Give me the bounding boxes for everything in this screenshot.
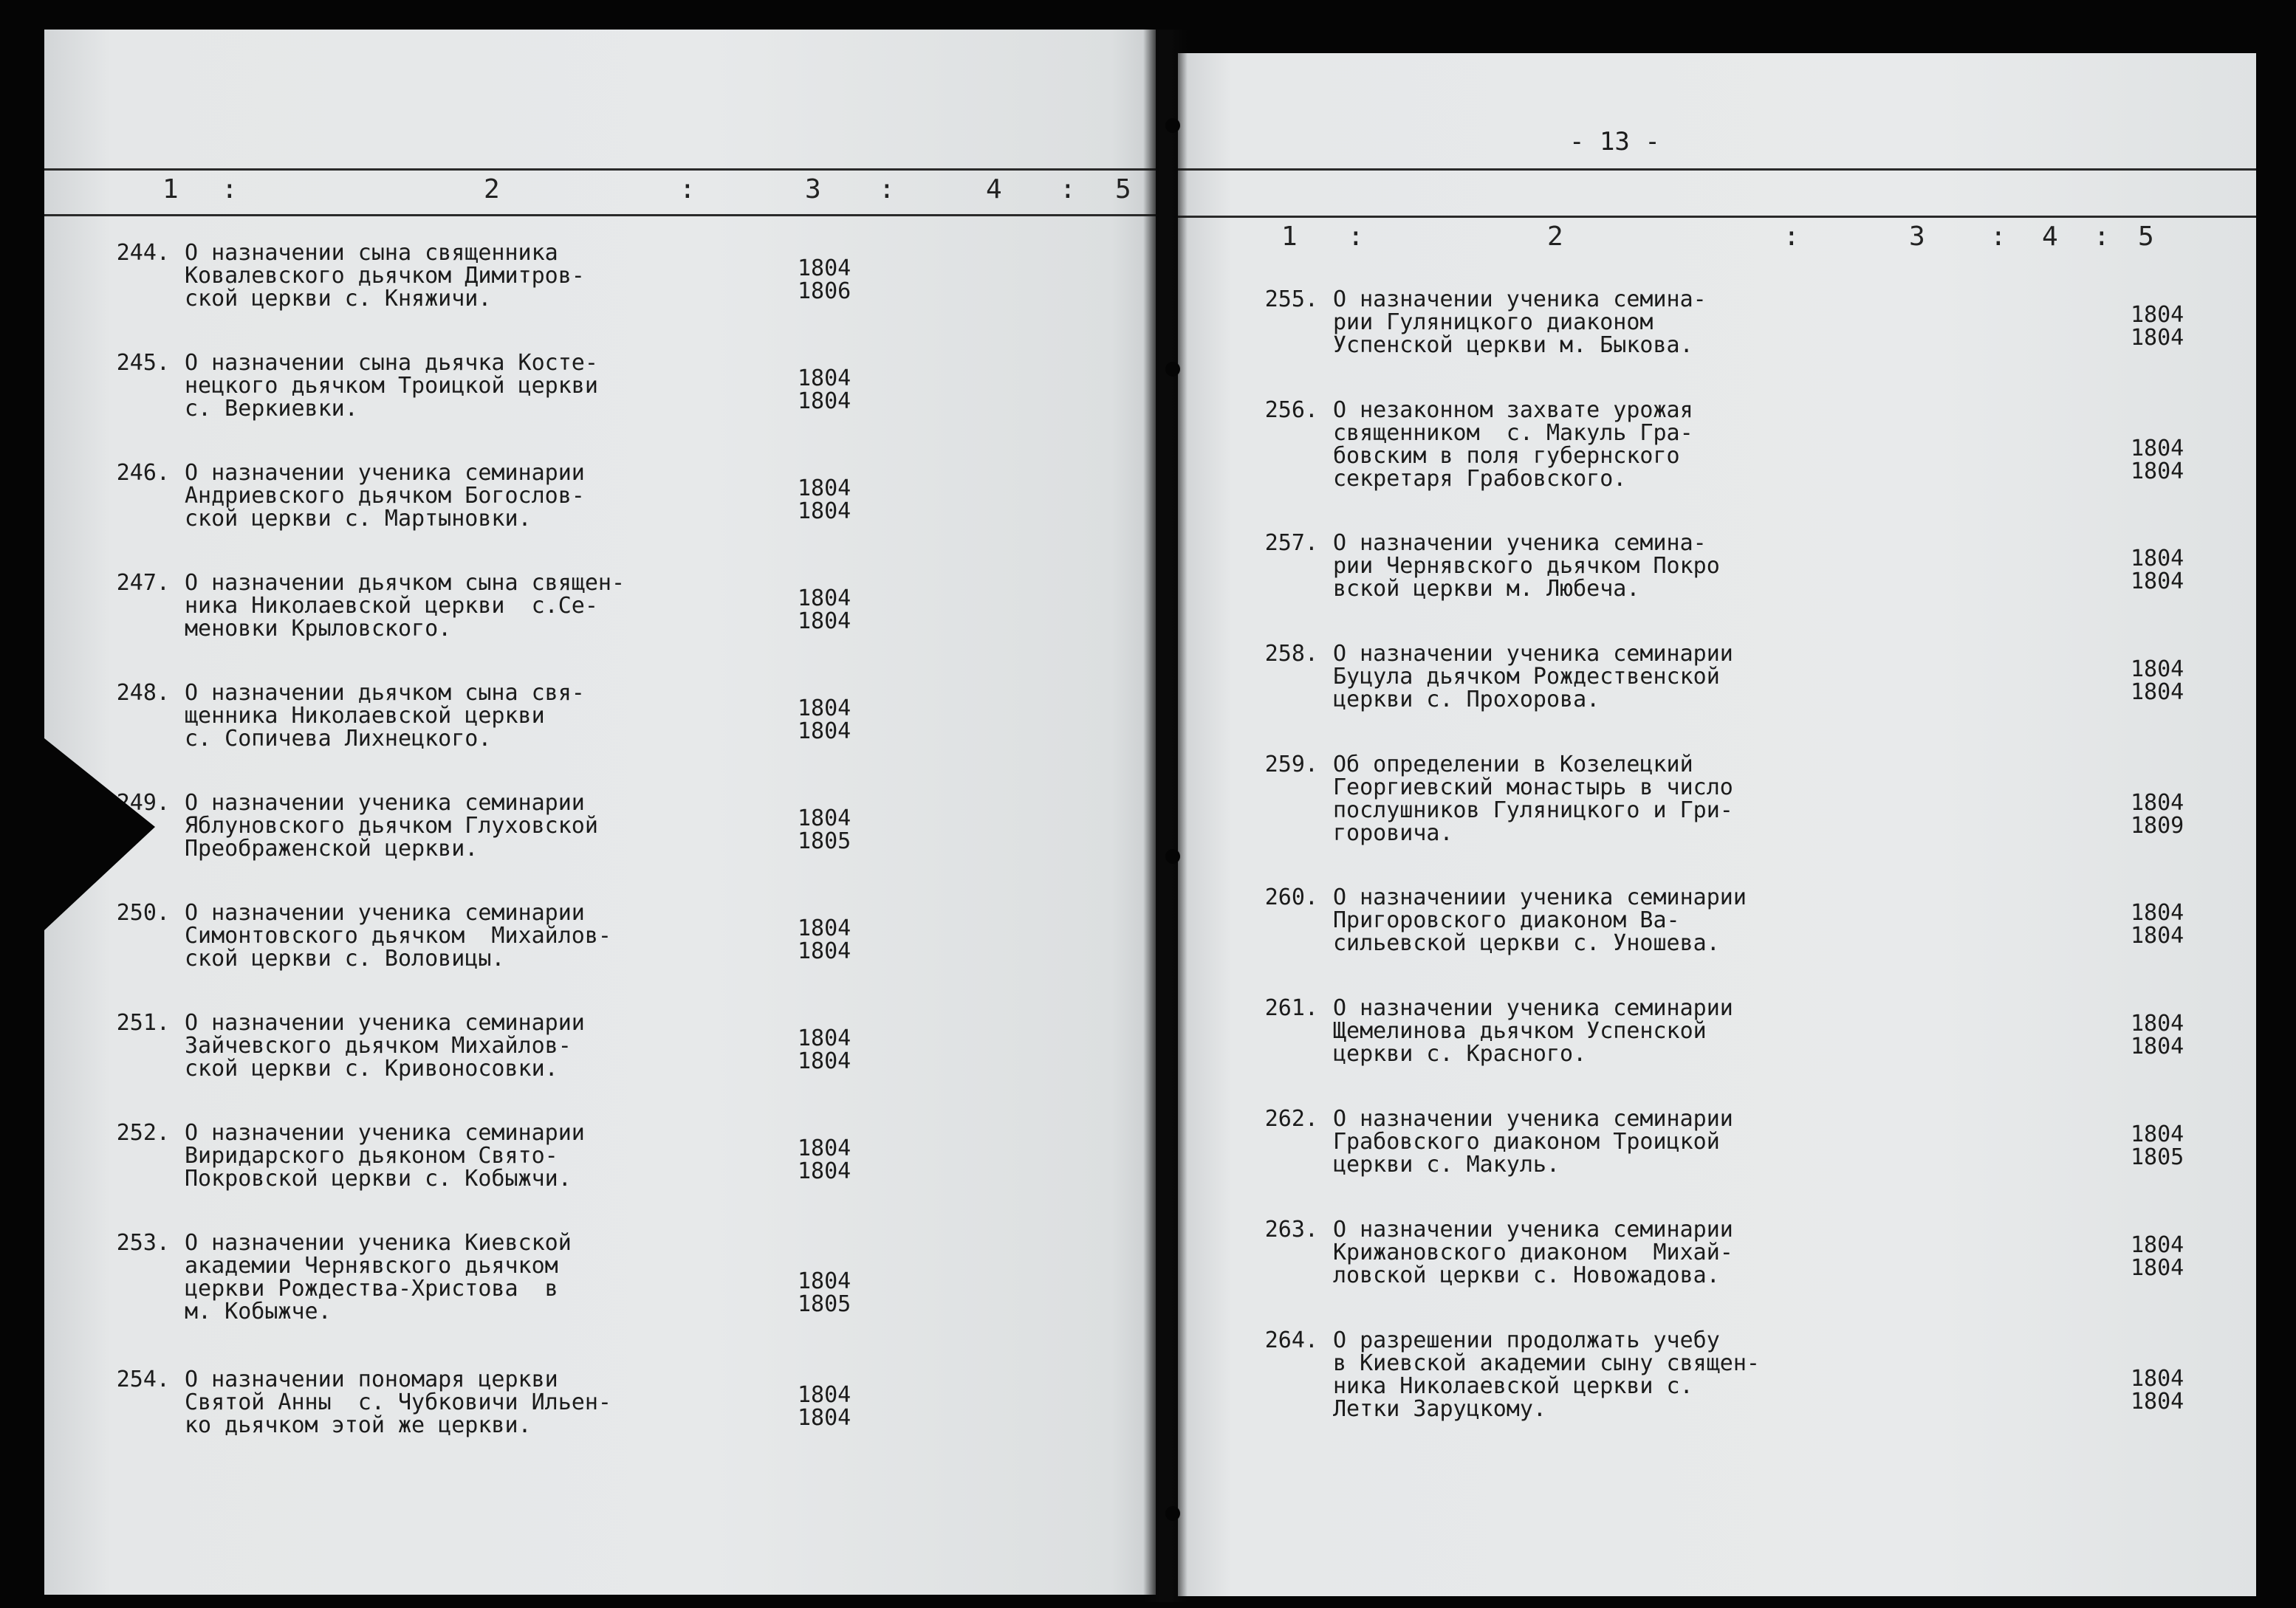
entry-year: 1804 [798,1048,851,1074]
page-number: - 13 - [1569,127,1660,157]
entry-year: 1804 [798,608,851,634]
column-header-cell: 3 [1909,221,1925,252]
entry-text-line: О назначении пономаря церкви [185,1367,558,1392]
entry-number: 264. [1264,1327,1318,1353]
entry-year: 1804 [798,585,851,611]
entry-text-line: О назначении ученика Киевской [185,1230,572,1256]
punch-hole [1165,849,1180,864]
column-header-cell: 2 [1547,221,1563,252]
entry-number: 255. [1264,286,1318,312]
entry-text-line: горовича. [1333,820,1453,846]
entry-year: 1804 [2131,325,2184,351]
entry-text-line: Пригоровского диаконом Ва- [1333,907,1680,933]
entry-years [2131,547,2184,593]
column-header-cell: : [2094,221,2110,252]
entry-year: 1804 [798,498,851,524]
entry-year: 1804 [798,1405,851,1431]
entry-text-line: Крижановского диаконом Михай- [1333,1240,1733,1265]
punch-hole [1165,1506,1180,1521]
entry-year: 1804 [798,1382,851,1408]
entry-text [185,571,625,640]
column-header-cell: : [1348,221,1364,252]
entry-year: 1804 [2131,900,2184,926]
entry-text-line: Георгиевский монастырь в число [1333,774,1733,800]
entry-years [2131,1367,2184,1413]
right-page [1178,53,2256,1596]
entry-text-line: О назначении дьячком сына священ- [185,570,626,596]
entry-years [798,367,851,413]
entry-years [2131,1234,2184,1279]
entry-year: 1804 [2131,1232,2184,1258]
entry-years [2131,1123,2184,1169]
entry-text-line: О назначении ученика семинарии [1333,641,1733,667]
entry-number: 258. [1264,641,1318,667]
header-top-rule [1178,168,2256,171]
column-header-cell: : [879,174,895,205]
entry-number: 254. [116,1367,170,1392]
entry-number: 262. [1264,1106,1318,1132]
entry-text-line: О назначении ученика семинарии [185,1120,585,1146]
entry-text-line: с. Веркиевки. [185,396,358,422]
entry-year: 1804 [2131,302,2184,328]
entry-text [185,1368,611,1437]
entry-year: 1804 [798,1025,851,1051]
entry-year: 1804 [2131,790,2184,816]
entry-text-line: Летки Заруцкому. [1333,1396,1546,1422]
column-header-cell: 1 [162,174,179,205]
torn-corner [44,738,155,930]
entry-text-line: Зайчевского дьячком Михайлов- [185,1033,572,1059]
entry-text-line: Преображенской церкви. [185,836,479,862]
entry-text-line: щенника Николаевской церкви [185,703,545,729]
entry-text-line: церкви с. Красного. [1333,1041,1587,1067]
entry-number: 244. [116,240,170,266]
entry-text-line: секретаря Грабовского. [1333,466,1627,492]
entry-text [1333,1329,1760,1420]
entry-year: 1804 [2131,1034,2184,1059]
entry-number: 261. [1264,995,1318,1021]
header-top-rule [44,168,1156,171]
entry-year: 1804 [798,1268,851,1294]
entry-text-line: О назначении ученика семинарии [185,790,585,816]
entry-year: 1806 [798,278,851,304]
entry-number: 250. [116,900,170,926]
entry-years [798,1270,851,1316]
entry-text-line: О назначении ученика семинарии [185,1010,585,1036]
entry-text-line: О назначении ученика семинарии [1333,1217,1733,1243]
entry-text-line: О назначении сына дьячка Косте- [185,350,598,376]
entry-text-line: в Киевской академии сыну священ- [1333,1350,1760,1376]
entry-text-line: О назначении сына священника [185,240,558,266]
column-header-cell: : [679,174,696,205]
entry-number: 256. [1264,397,1318,423]
entry-text-line: О назначении дьячком сына свя- [185,680,585,706]
entry-number: 245. [116,350,170,376]
entry-years [798,807,851,853]
column-header-cell: : [1060,174,1076,205]
entry-year: 1804 [2131,1255,2184,1281]
entry-text-line: сильевской церкви с. Уношева. [1333,930,1720,956]
entry-year: 1804 [798,938,851,964]
entry-text-line: ко дьячком этой же церкви. [185,1412,532,1438]
entry-text-line: рии Гуляницкого диаконом [1333,309,1654,335]
column-header-cell: : [222,174,238,205]
entry-year: 1804 [2131,656,2184,682]
entry-years [798,1384,851,1429]
entry-text-line: ника Николаевской церкви с.Се- [185,593,598,619]
entry-years [798,1137,851,1183]
entry-year: 1804 [798,915,851,941]
entry-text-line: Яблуновского дьячком Глуховской [185,813,598,839]
entry-text-line: вской церкви м. Любеча. [1333,576,1640,602]
entry-text-line: О назначении ученика семинарии [1333,1106,1733,1132]
entry-years [2131,437,2184,483]
entry-year: 1805 [2131,1144,2184,1170]
entry-text-line: церкви с. Макуль. [1333,1152,1560,1178]
entry-text-line: послушников Гуляницкого и Гри- [1333,797,1733,823]
entry-text [1333,532,1720,600]
entry-text-line: Святой Анны с. Чубковичи Ильен- [185,1389,611,1415]
entry-text-line: рии Чернявского дьячком Покро [1333,553,1720,579]
column-header-cell: 1 [1281,221,1298,252]
entry-year: 1805 [798,828,851,854]
column-header-cell: 5 [1115,174,1131,205]
entry-text-line: бовским в поля губернского [1333,443,1680,469]
entry-year: 1804 [798,365,851,391]
entry-year: 1804 [798,255,851,281]
entry-text [185,1011,585,1080]
left-page [44,30,1156,1595]
header-bottom-rule [1178,216,2256,218]
entry-years [798,1027,851,1073]
entry-number: 249. [116,790,170,816]
entry-number: 251. [116,1010,170,1036]
column-header-cell: 4 [2042,221,2058,252]
entry-year: 1805 [798,1291,851,1317]
entry-number: 260. [1264,884,1318,910]
entry-text-line: О назначениии ученика семинарии [1333,884,1747,910]
punch-hole [1165,362,1180,377]
entry-year: 1804 [2131,679,2184,705]
entry-number: 248. [116,680,170,706]
entry-text-line: О разрешении продолжать учебу [1333,1327,1720,1353]
entry-text-line: священником с. Макуль Гра- [1333,420,1693,446]
entry-text-line: О назначении ученика семинарии [185,900,585,926]
entry-text-line: ской церкви с. Кривоносовки. [185,1056,558,1082]
entry-text-line: с. Сопичева Лихнецкого. [185,726,492,752]
entry-year: 1804 [798,695,851,721]
entry-years [798,697,851,743]
entry-text-line: Буцула дьячком Рождественской [1333,664,1720,690]
entry-text-line: ской церкви с. Княжичи. [185,286,492,312]
entry-years [798,917,851,963]
entry-number: 257. [1264,530,1318,556]
entry-text-line: О незаконном захвате урожая [1333,397,1693,423]
entry-text [1333,642,1733,711]
entry-text-line: церкви с. Прохорова. [1333,687,1600,712]
entry-year: 1804 [2131,1366,2184,1392]
entry-text-line: ской церкви с. Мартыновки. [185,506,532,532]
entry-text-line: ника Николаевской церкви с. [1333,1373,1693,1399]
entry-year: 1804 [798,388,851,414]
entry-years [798,477,851,523]
entry-year: 1804 [798,1158,851,1184]
entry-text-line: Успенской церкви м. Быкова. [1333,332,1693,358]
entry-text-line: м. Кобыжче. [185,1299,332,1324]
entry-text [185,461,585,530]
entry-text-line: О назначении ученика семинарии [185,460,585,486]
entry-text-line: Грабовского диаконом Троицкой [1333,1129,1720,1155]
column-header-cell: 5 [2138,221,2154,252]
entry-years [2131,658,2184,704]
entry-year: 1804 [798,475,851,501]
entry-year: 1804 [2131,923,2184,949]
book-binding [1143,30,1188,1602]
entry-number: 252. [116,1120,170,1146]
punch-hole [1165,118,1180,133]
entry-text-line: Об определении в Козелецкий [1333,752,1693,777]
entry-number: 259. [1264,752,1318,777]
entry-years [798,587,851,633]
entry-years [798,257,851,303]
entry-text-line: меновки Крыловского. [185,616,452,642]
entry-year: 1804 [2131,546,2184,571]
entry-number: 253. [116,1230,170,1256]
header-bottom-rule [44,214,1156,216]
entry-number: 246. [116,460,170,486]
entry-years [2131,303,2184,349]
column-header-cell: 4 [986,174,1002,205]
entry-number: 263. [1264,1217,1318,1243]
entry-text-line: О назначении ученика семина- [1333,286,1707,312]
entry-year: 1804 [2131,1389,2184,1415]
entry-years [2131,791,2184,837]
entry-year: 1804 [2131,1011,2184,1037]
entry-years [2131,1012,2184,1058]
entry-text [1333,288,1707,357]
entry-year: 1804 [798,805,851,831]
entry-text [185,1231,572,1323]
entry-text [185,1121,585,1190]
entry-year: 1804 [2131,1121,2184,1147]
entry-text [185,791,598,860]
entry-text [185,681,585,750]
entry-text-line: Покровской церкви с. Кобыжчи. [185,1166,572,1192]
entry-year: 1804 [2131,568,2184,594]
entry-text [1333,886,1747,955]
entry-text [1333,997,1733,1065]
entry-text [1333,399,1693,490]
entry-text [1333,1218,1733,1287]
entry-text-line: Андриевского дьячком Богослов- [185,483,585,509]
entry-text-line: ловской церкви с. Новожадова. [1333,1262,1720,1288]
entry-year: 1804 [2131,436,2184,461]
column-header-cell: : [1783,221,1800,252]
column-header-cell: 2 [484,174,500,205]
column-header-cell: : [1990,221,2007,252]
entry-year: 1804 [798,718,851,744]
entry-year: 1809 [2131,813,2184,839]
entry-text [185,901,611,970]
entry-text-line: Симонтовского дьячком Михайлов- [185,923,611,949]
entry-text-line: церкви Рождества-Христова в [185,1276,558,1302]
entry-text-line: Виридарского дьяконом Свято- [185,1143,558,1169]
entry-year: 1804 [798,1135,851,1161]
entry-text-line: О назначении ученика семина- [1333,530,1707,556]
entry-years [2131,901,2184,947]
entry-year: 1804 [2131,458,2184,484]
entry-text-line: Щемелинова дьячком Успенской [1333,1018,1707,1044]
entry-text-line: академии Чернявского дьячком [185,1253,558,1279]
entry-text [1333,1107,1733,1176]
entry-number: 247. [116,570,170,596]
entry-text [1333,753,1733,845]
entry-text [185,351,598,420]
entry-text-line: Ковалевского дьячком Димитров- [185,263,585,289]
entry-text [185,241,585,310]
column-header-cell: 3 [805,174,821,205]
entry-text-line: ской церкви с. Воловицы. [185,946,505,972]
entry-text-line: О назначении ученика семинарии [1333,995,1733,1021]
entry-text-line: нецкого дьячком Троицкой церкви [185,373,598,399]
